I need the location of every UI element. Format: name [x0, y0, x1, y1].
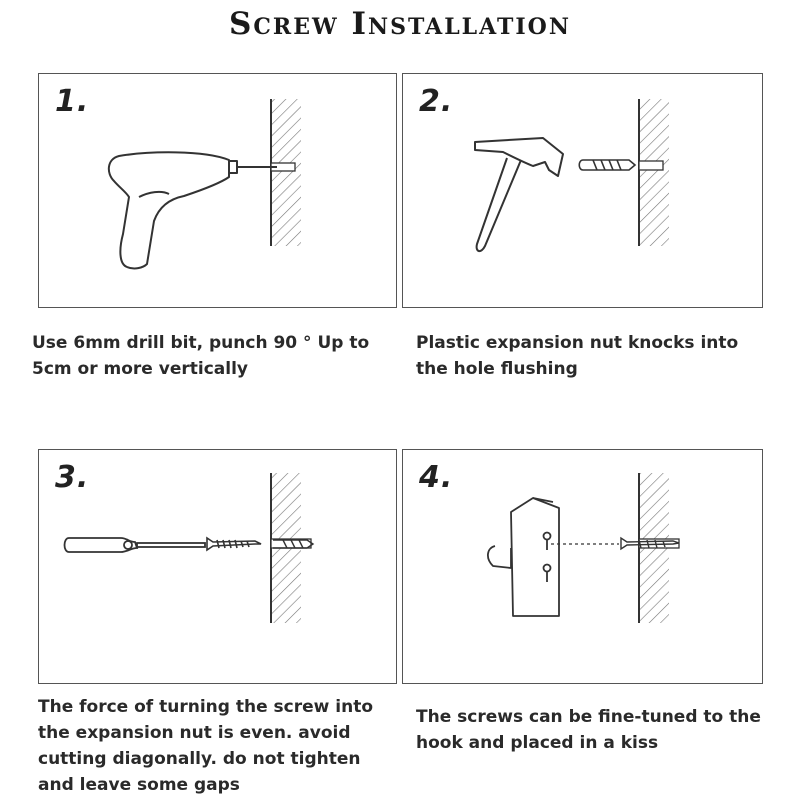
step-2-panel: [402, 73, 763, 308]
step-1-caption: Use 6mm drill bit, punch 90 ° Up to 5cm or more vertically: [32, 333, 370, 379]
screw-icon: [207, 538, 261, 550]
expansion-nut-icon: [579, 160, 635, 170]
wall: [639, 99, 669, 246]
hook-icon: [488, 498, 559, 616]
step-2-caption: Plastic expansion nut knocks into the hole flushing: [416, 333, 739, 379]
step-4-illustration: [403, 450, 764, 685]
step-1-panel: [38, 73, 397, 308]
step-3-illustration: [39, 450, 398, 685]
page-title: Screw Installation: [229, 6, 571, 42]
drill-icon: [109, 152, 277, 268]
wall: [271, 99, 301, 246]
screwdriver-icon: [65, 538, 206, 552]
step-2-number: 2.: [419, 84, 454, 119]
step-4-caption: The screws can be fine-tuned to the hook and placed in a kiss: [416, 707, 761, 753]
step-4-number: 4.: [419, 460, 454, 495]
step-3-number: 3.: [55, 460, 90, 495]
step-4-panel: [402, 449, 763, 684]
step-1-number: 1.: [55, 84, 90, 119]
step-3-caption: The force of turning the screw into the expansion nut is even. avoid cutting diagonally. do not tighten and leave some gaps: [38, 697, 374, 795]
step-2-illustration: [403, 74, 764, 309]
drill-hole: [639, 161, 663, 170]
hammer-icon: [475, 138, 563, 251]
step-3-panel: [38, 449, 397, 684]
step-1-illustration: [39, 74, 398, 309]
